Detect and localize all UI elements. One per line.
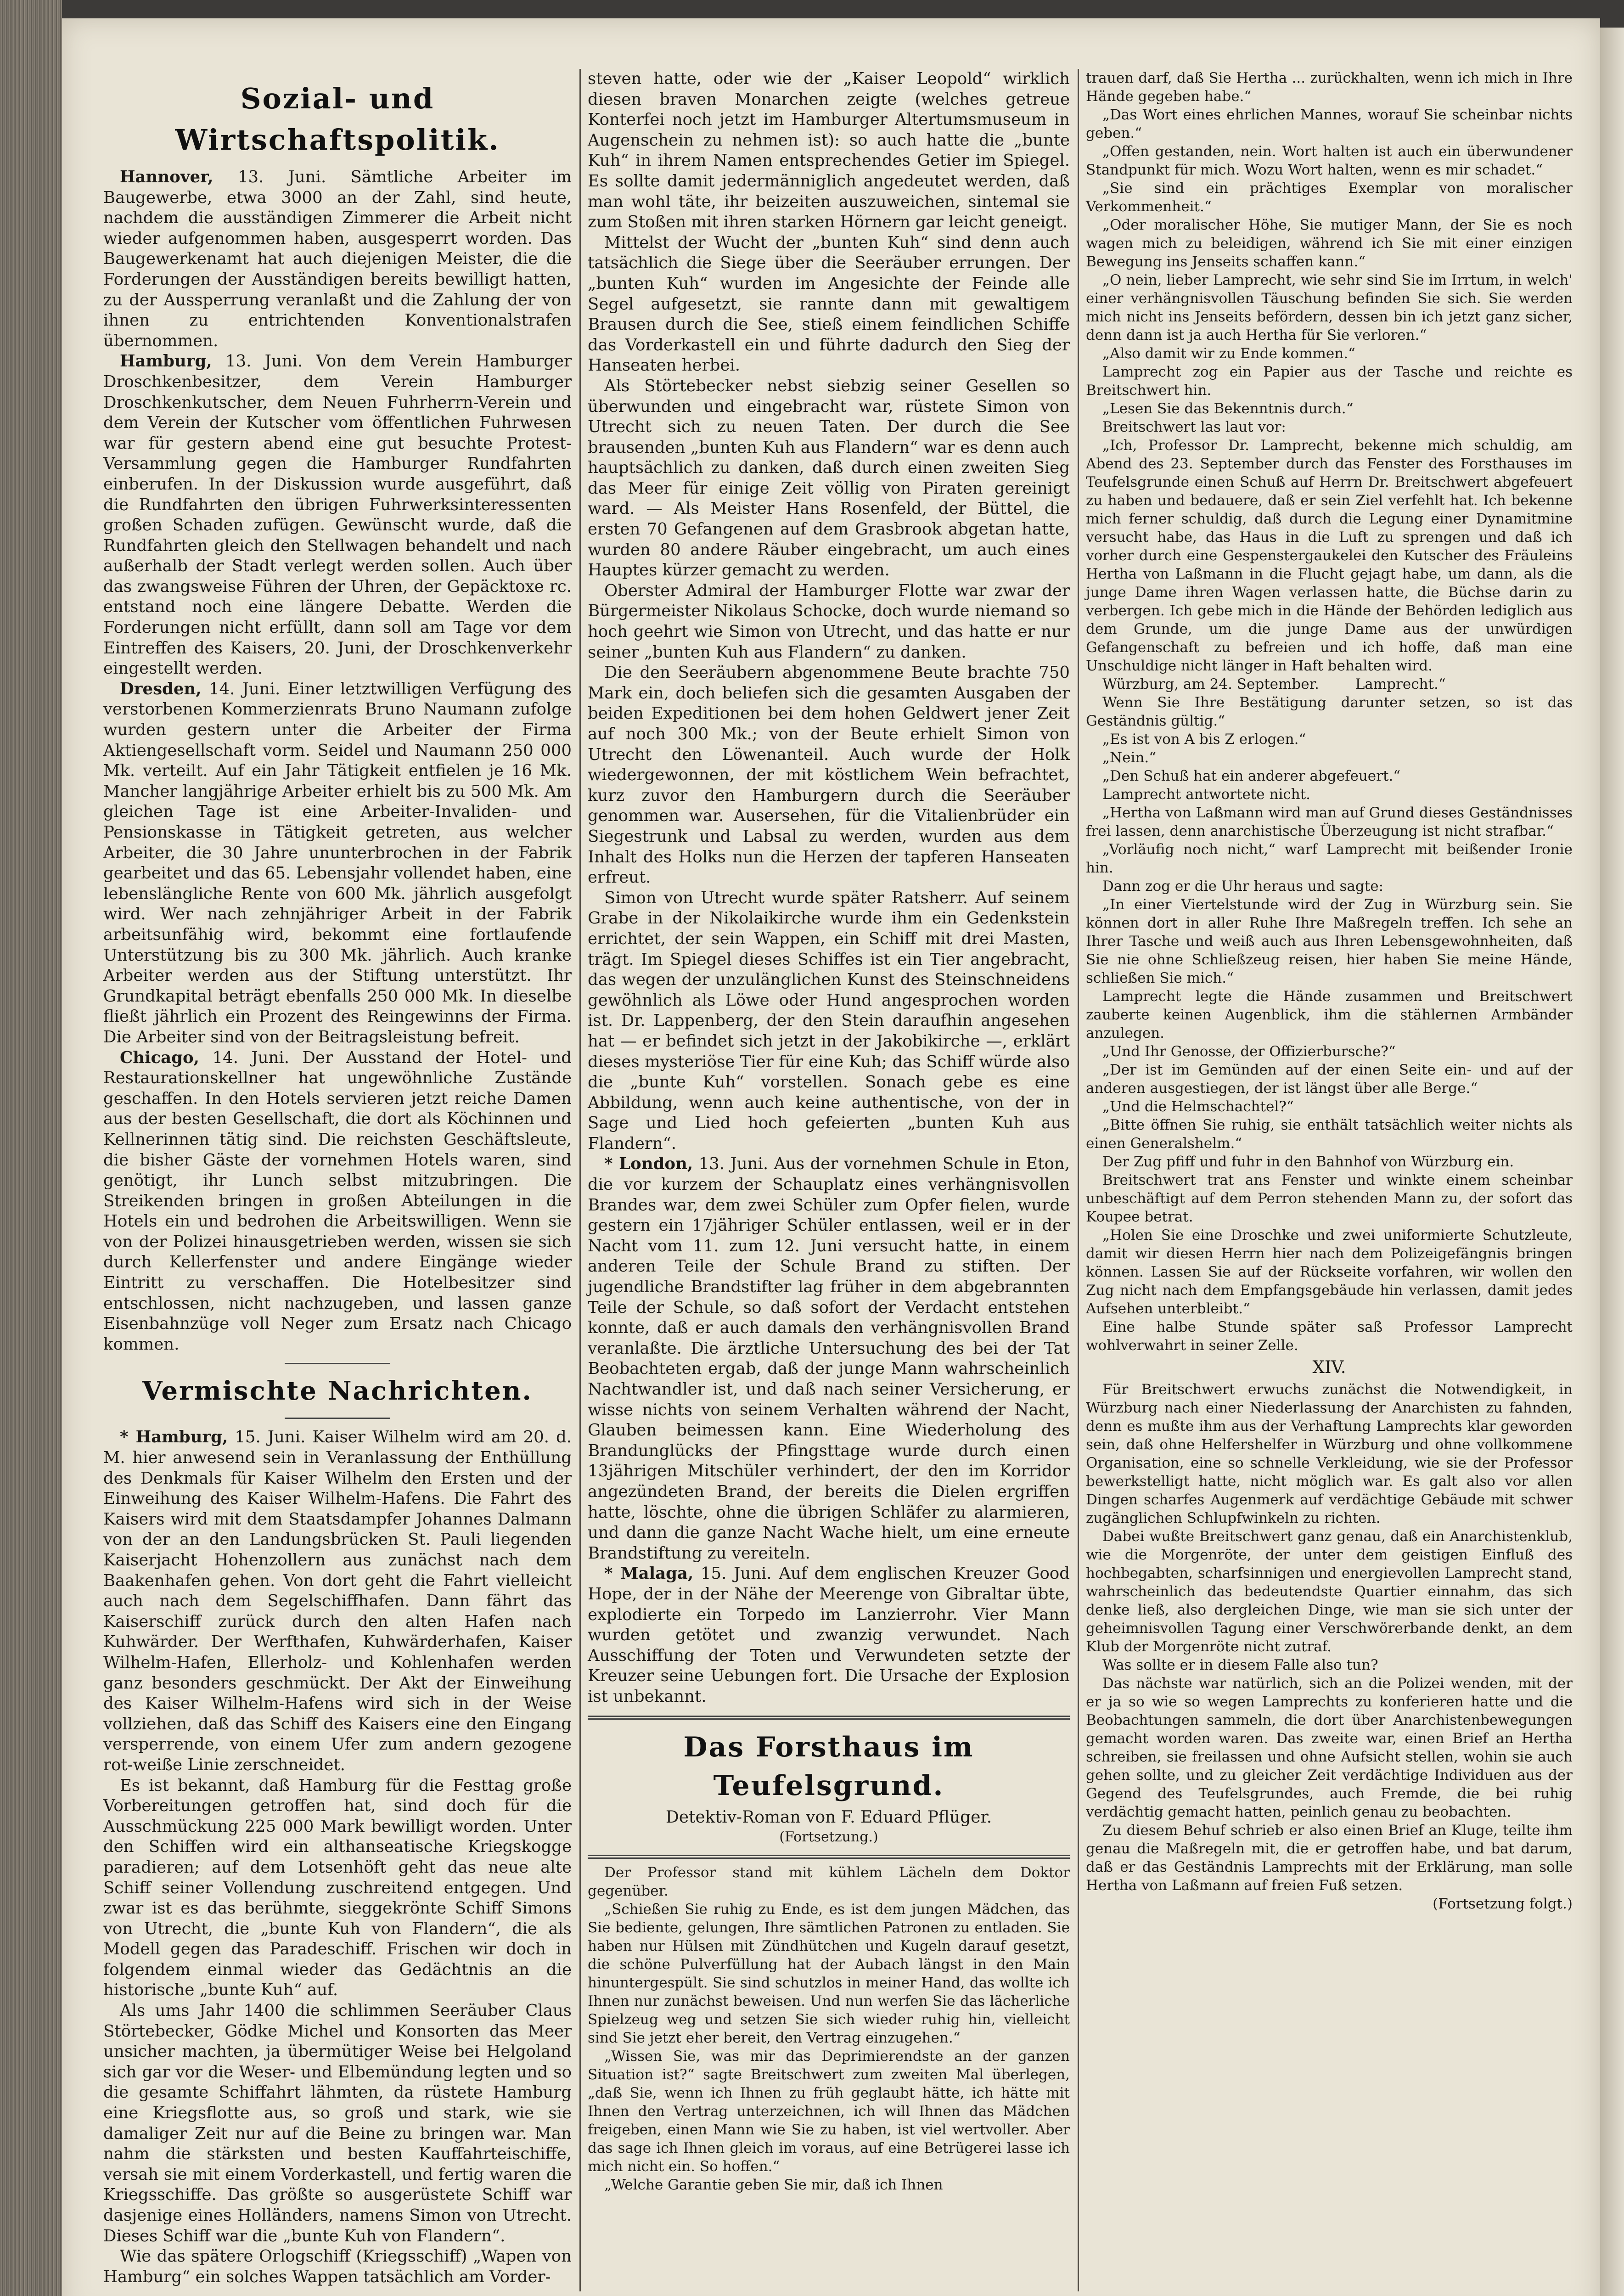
- novel-paragraph: „Schießen Sie ruhig zu Ende, es ist dem jungen Mädchen, das Sie bediente, gelungen, Ihre sämtlichen Patronen zu entladen. Sie haben nur Hülsen mit Zündhütchen und Kugeln darauf gesetzt, die schöne Pulverfüllung hat der Aubach längst in den Main hinuntergespült. Sie sind schutzlos in meiner Hand, das wollte ich Ihnen nur zunächst beweisen. Und nun werfen Sie das lächerliche Spielzeug weg und setzen Sie sich wieder ruhig hin, vielleicht sind Sie jetzt eher bereit, den Vertrag einzugehen.“: [588, 1901, 1070, 2046]
- news-text: 14. Juni. Der Ausstand der Hotel- und Restaurationskellner hat ungewöhnliche Zustände geschaffen. In den Hotels servieren jetzt reiche Damen aus der besten Gesellschaft, die dort als Köchinnen und Kellnerinnen tätig sind. Die reichsten Geschäftsleute, die bisher Gäste der vornehmen Hotels waren, sind genötigt, ihr Lunch selbst mitzubringen. Die Streikenden bringen in großen Abteilungen in die Hotels ein und bedrohen die Arbeitswilligen. Wenn sie von der Polizei hinausgetrieben werden, wissen sie sich durch Kellerfenster und andere Eingänge wieder Eintritt zu verschaffen. Die Hotelbesitzer sind entschlossen, nicht nachzugeben, und lassen ganze Eisenbahnzüge voll Neger zum Ersatz nach Chicago kommen.: [103, 1048, 572, 1354]
- news-paragraph: Oberster Admiral der Hamburger Flotte war zwar der Bürgermeister Nikolaus Schocke, doch wurde niemand so hoch geehrt wie Simon von Utrecht, und das hatte er nur seiner „bunten Kuh aus Flandern“ zu danken.: [588, 581, 1070, 662]
- feuilleton-divider: [588, 1716, 1070, 1720]
- chapter-number: XIV.: [1312, 1357, 1346, 1377]
- column-middle: [588, 69, 1070, 2194]
- novel-paragraph: Lamprecht antwortete nicht.: [1102, 786, 1311, 803]
- column-rule: [1078, 69, 1079, 2291]
- novel-paragraph: „Bitte öffnen Sie ruhig, sie enthält tatsächlich weiter nichts als einen Generalshelm.“: [1086, 1117, 1573, 1152]
- news-place: * Hamburg,: [120, 1428, 228, 1447]
- news-item: [103, 679, 572, 1048]
- section-divider: [285, 1363, 390, 1364]
- novel-paragraph: „Es ist von A bis Z erlogen.“: [1102, 731, 1306, 748]
- novel-paragraph: Lamprecht legte die Hände zusammen und Breitschwert zauberte keinen Augenblick, ihm die stählernen Armbänder anzulegen.: [1086, 988, 1573, 1041]
- news-place: Chicago,: [120, 1048, 200, 1067]
- news-item: [588, 1154, 1070, 1564]
- novel-paragraph: „Nein.“: [1102, 749, 1157, 766]
- novel-paragraph: „Also damit wir zu Ende kommen.“: [1102, 345, 1355, 362]
- novel-paragraph: Der Zug pfiff und fuhr in den Bahnhof von Würzburg ein.: [1102, 1154, 1514, 1170]
- news-place: Dresden,: [120, 679, 202, 698]
- section-title-misc: Vermischte Nachrichten.: [142, 1376, 533, 1407]
- column-left: [103, 69, 572, 2287]
- news-place: * Malaga,: [604, 1564, 694, 1583]
- news-place: * London,: [604, 1154, 693, 1174]
- novel-paragraph: trauen darf, daß Sie Hertha ... zurückhalten, wenn ich mich in Ihre Hände gegeben habe.“: [1086, 70, 1573, 105]
- novel-paragraph: Wenn Sie Ihre Bestätigung darunter setzen, so ist das Geständnis gültig.“: [1086, 694, 1573, 729]
- novel-paragraph: „Und die Helmschachtel?“: [1102, 1098, 1294, 1115]
- news-text: 14. Juni. Einer letztwilligen Verfügung des verstorbenen Kommerzienrats Bruno Naumann zufolge wurden gestern unter die Arbeiter der Firma Aktiengesellschaft vorm. Seidel und Naumann 250 000 Mk. verteilt. Auf ein Jahr Tätigkeit entfielen je 16 Mk. Mancher langjährige Arbeiter erhielt bis zu 500 Mk. Am gleichen Tage ist eine Arbeiter-Invaliden- und Pensionskasse in Tätigkeit getreten, aus welcher Arbeiter, die 30 Jahre ununterbrochen in der Fabrik gearbeitet und das 65. Lebensjahr vollendet haben, eine lebenslängliche Rente von 600 Mk. jährlich ausgefolgt wird. Wer nach zehnjähriger Arbeit in der Fabrik arbeitsunfähig wird, bekommt eine fortlaufende Unterstützung bis zu 300 Mk. jährlich. Auch kranke Arbeiter werden aus der Stiftung unterstützt. Ihr Grundkapital beträgt ebenfalls 250 000 Mk. In dieselbe fließt jährlich ein Prozent des Reingewinns der Firma. Die Arbeiter sind von der Beitragsleistung befreit.: [103, 679, 572, 1047]
- novel-paragraph: Breitschwert trat ans Fenster und winkte einem scheinbar unbeschäftigt auf dem Perron stehenden Mann zu, der sofort das Koupee betrat.: [1086, 1172, 1573, 1225]
- news-paragraph: steven hatte, oder wie der „Kaiser Leopold“ wirklich diesen braven Monarchen zeigte (welches getreue Konterfei noch jetzt im Hamburger Altertumsmuseum in Augenschein zu nehmen ist): so auch hatte die „bunte Kuh“ in ihrem Namen entsprechendes Getier im Spiegel. Es sollte damit jedermänniglich angedeutet werden, daß man wohl täte, ihr beizeiten auszuweichen, sintemal sie zum Stoßen mit ihren starken Hörnern gar leicht geneigt.: [588, 69, 1070, 232]
- news-paragraph: Es ist bekannt, daß Hamburg für die Festtag große Vorbereitungen getroffen hat, sind doch für die Ausschmückung 225 000 Mark bewilligt worden. Unter den Schiffen wird ein althanseatische Kriegskogge paradieren; auf dem Lotsenhöft geht das neue alte Schiff seiner Vollendung zuschreitend entgegen. Und zwar ist es das berühmte, sieggekrönte Schiff Simons von Utrecht, die „bunte Kuh von Flandern“, die als Modell gegen das Paradeschiff. Frischen wir doch in folgendem einmal wieder das Gedächtnis an die historische „bunte Kuh“ auf.: [103, 1776, 572, 2000]
- news-item: [103, 1427, 572, 1775]
- novel-paragraph: „Und Ihr Genosse, der Offizierbursche?“: [1102, 1043, 1396, 1060]
- signature-name: Lamprecht.“: [1355, 676, 1446, 692]
- novel-byline: Detektiv-Roman von F. Eduard Pflüger.: [665, 1807, 992, 1827]
- news-paragraph: Mittelst der Wucht der „bunten Kuh“ sind denn auch tatsächlich die Siege über die Seeräuber errungen. Der „bunten Kuh“ wurden im Angesichte der Feinde alle Segel aufgesetzt, sie rannte dann mit gewaltigem Brausen durch die See, stieß einem feindlichen Schiffe das Vorderkastell ein und führte dadurch den Sieg der Hanseaten herbei.: [588, 233, 1070, 375]
- novel-paragraph: Dabei wußte Breitschwert ganz genau, daß ein Anarchistenklub, wie die Morgenröte, der unter dem geistigen Einfluß des hochbegabten, scharfsinnigen und energievollen Lamprecht stand, wahrscheinlich das bedeutendste Quartier einnahm, das sich denke ließ, also dergleichen Dinge, wie man sie sich unter der geheimnisvollen Tagung einer Verschwörerbande denkt, an dem Klub der Morgenröte nicht zutraf.: [1086, 1528, 1573, 1655]
- section-title-social: Sozial- und Wirtschaftspolitik.: [175, 82, 500, 157]
- section-divider: [285, 1418, 390, 1419]
- news-place: Hamburg,: [120, 352, 212, 371]
- novel-paragraph: „Lesen Sie das Bekenntnis durch.“: [1102, 400, 1354, 417]
- news-item: [103, 1048, 572, 1355]
- news-text: 13. Juni. Aus der vornehmen Schule in Eton, die vor kurzem der Schauplatz eines verhängnisvollen Brandes war, dem zwei Schüler zum Opfer fielen, wurde gestern ein 17jähriger Schüler entlassen, weil er in der Nacht vom 11. zum 12. Juni versucht hatte, in einem anderen Teile der Schule Brand zu stiften. Der jugendliche Brandstifter lag früher in dem abgebrannten Teile der Schule, so daß sofort der Verdacht entstehen konnte, daß er auch damals den verhängnisvollen Brand veranlaßte. Die ärztliche Untersuchung des bei der Tat Beobachteten ergab, daß der junge Mann wahrscheinlich Nachtwandler ist, und daß nach seiner Versicherung, er wisse nichts von seinem Verhalten während der Nacht, Glauben beimessen kann. Eine Wiederholung des Brandunglücks der Pfingsttage wurde durch einen 13jährigen Mitschüler verhindert, der den im Korridor angezündeten Brand, der bereits die Dielen ergriffen hatte, löschte, ohne die übrigen Schläfer zu alarmieren, und dann die ganze Nacht Wache hielt, um eine erneute Brandstiftung zu vereiteln.: [588, 1154, 1070, 1563]
- news-item: [588, 1564, 1070, 1707]
- feuilleton-divider: [588, 1855, 1070, 1859]
- novel-paragraph: „Ich, Professor Dr. Lamprecht, bekenne mich schuldig, am Abend des 23. September durch das Fenster des Forsthauses im Teufelsgrunde einen Schuß auf Herrn Dr. Breitschwert abgefeuert zu haben und bedauere, daß er sein Ziel verfehlt hat. Ich bekenne mich ferner schuldig, daß durch die Legung einer Dynamitmine versucht habe, das Haus in die Luft zu sprengen und daß ich vorher durch eine Gespenstergaukelei den Kutscher des Fräuleins Hertha von Laßmann in die Flucht gejagt habe, um dann, als die junge Dame ihren Wagen verlassen hatte, die Büchse darin zu verbergen. Ich gebe mich in die Hände der Behörden lediglich aus dem Grunde, um die junge Dame aus der unwürdigen Gefangenschaft zu befreien und ich hoffe, daß man eine Unschuldige nicht länger in Haft behalten wird.: [1086, 437, 1573, 674]
- novel-paragraph: „Das Wort eines ehrlichen Mannes, worauf Sie scheinbar nichts geben.“: [1086, 107, 1573, 141]
- novel-continuation-note: (Fortsetzung.): [779, 1829, 878, 1845]
- novel-paragraph: „Offen gestanden, nein. Wort halten ist auch ein überwundener Standpunkt für mich. Wozu Wort halten, wenn es mir schadet.“: [1086, 143, 1573, 178]
- novel-paragraph: „In einer Viertelstunde wird der Zug in Würzburg sein. Sie können dort in aller Ruhe Ihre Maßregeln treffen. Ich sehe an Ihrer Tasche und weiß auch aus Ihren Lebensgewohnheiten, daß Sie nie ohne Schließzeug reisen, hier haben Sie meine Hände, schließen Sie mich.“: [1086, 896, 1573, 986]
- novel-paragraph: Zu diesem Behuf schrieb er also einen Brief an Kluge, teilte ihm genau die Maßregeln mit, die er getroffen habe, und bat darum, daß er das Geständnis Lamprechts mit der Erklärung, man solle Hertha von Laßmann auf freien Fuß setzen.: [1086, 1822, 1573, 1894]
- novel-paragraph: Der Professor stand mit kühlem Lächeln dem Doktor gegenüber.: [588, 1864, 1070, 1899]
- novel-paragraph: „O nein, lieber Lamprecht, wie sehr sind Sie im Irrtum, in welch' einer verhängnisvollen Täuschung befinden Sie sich. Sie werden mich nicht ins Jenseits befördern, dessen bin ich jetzt ganz sicher, denn dann ist ja auch Hertha für Sie verloren.“: [1086, 272, 1573, 343]
- signature-place: Würzburg, am 24. September.: [1102, 676, 1319, 692]
- novel-paragraph: Für Breitschwert erwuchs zunächst die Notwendigkeit, in Würzburg nach einer Niederlassung der Anarchisten zu fahnden, denn es mußte ihm aus der Verhaftung Lamprechts klar geworden sein, daß ohne Helfershelfer in Würzburg und ohne vollkommene Organisation, eine so schnelle Verkleidung, wie sie der Professor bewerkstelligt hatte, nicht möglich war. Es galt also vor allen Dingen scharfes Augenmerk auf verdächtige Gebäude mit schwer zugänglichen Schlupfwinkeln zu richten.: [1086, 1381, 1573, 1526]
- novel-paragraph: „Oder moralischer Höhe, Sie mutiger Mann, der Sie es noch wagen mich zu beleidigen, während ich Sie mit einer einzigen Bewegung ins Jenseits schaffen kann.“: [1086, 217, 1573, 270]
- novel-paragraph: „Holen Sie eine Droschke und zwei uniformierte Schutzleute, damit wir diesen Herrn hier nach dem Polizeigefängnis bringen können. Lassen Sie auf der Rückseite vorfahren, wir wollen den Zug nicht nach dem Empfangsgebäude hin verlassen, damit jedes Aufsehen unterbleibt.“: [1086, 1227, 1573, 1317]
- novel-paragraph: „Wissen Sie, was mir das Deprimierendste an der ganzen Situation ist?“ sagte Breitschwert zum zweiten Mal überlegen, „daß Sie, wenn ich Ihnen zu früh geglaubt hätte, ich hätte mit Ihnen den Vertrag unterzeichnen, ich will Ihnen das Mädchen freigeben, einen Mann wie Sie zu haben, ist viel wertvoller. Aber das sage ich Ihnen gleich im voraus, auf eine Betrügerei lasse ich mich nicht ein. So hoffen.“: [588, 2048, 1070, 2175]
- column-right: [1086, 69, 1573, 1913]
- book-binding-edge: [0, 0, 62, 2296]
- news-place: Hannover,: [120, 168, 214, 186]
- novel-paragraph: „Der ist im Gemünden auf der einen Seite ein- und auf der anderen ausgestiegen, der ist längst über alle Berge.“: [1086, 1062, 1573, 1097]
- novel-paragraph: Breitschwert las laut vor:: [1102, 419, 1286, 435]
- novel-paragraph: Lamprecht zog ein Papier aus der Tasche und reichte es Breitschwert hin.: [1086, 364, 1573, 399]
- column-rule: [579, 69, 581, 2291]
- news-item: [103, 351, 572, 679]
- signature-line: [1086, 675, 1573, 693]
- news-paragraph: Als ums Jahr 1400 die schlimmen Seeräuber Claus Störtebecker, Gödke Michel und Konsorten das Meer unsicher machten, ja übermütiger Weise bei Helgoland sich gar vor die Weser- und Elbemündung legten und so die gesamte Schiffahrt lähmten, da rüstete Hamburg eine Kriegsflotte aus, so groß und stark, wie sie damaliger Zeit nur auf die Beine zu bringen war. Man nahm die stärksten und besten Kauffahrteischiffe, versah sie mit einem Vorderkastell, und fertig waren die Kriegsschiffe. Das größte so ausgerüstete Schiff war dasjenige eines Holländers, namens Simon von Utrecht. Dieses Schiff war die „bunte Kuh von Flandern“.: [103, 2001, 572, 2245]
- novel-paragraph: „Vorläufig noch nicht,“ warf Lamprecht mit beißender Ironie hin.: [1086, 841, 1573, 876]
- news-paragraph: Die den Seeräubern abgenommene Beute brachte 750 Mark ein, doch beliefen sich die gesamten Ausgaben der beiden Expeditionen bei dem hohen Geldwert jener Zeit auf noch 300 Mk.; von der Beute erhielt Simon von Utrecht den Löwenanteil. Auch wurde der Holk wiedergewonnen, der mit köstlichem Wein befrachtet, kurz zuvor den Hamburgern durch die Seeräuber genommen war. Ausersehen, für die Vitalienbrüder ein Siegestrunk und Labsal zu werden, wurden aus dem Inhalt des Holks nun die Herzen der tapferen Hanseaten erfreut.: [588, 663, 1070, 887]
- novel-paragraph: Das nächste war natürlich, sich an die Polizei wenden, mit der er ja so wie so wegen Lamprechts zu konferieren hatte und die Beobachtungen sammeln, die dort über Anarchistenbewegungen gemacht worden waren. Das zweite war, einen Brief an Hertha schreiben, sie freilassen und ohne Aufsicht stellen, wohin sie auch gehen sollte, und zu gleicher Zeit verdächtige Individuen aus der Gegend des Teufelsgrundes, auch Fremde, die bei ruhig verdächtig gemacht hatten, peinlich genau zu beobachten.: [1086, 1675, 1573, 1820]
- news-item: [103, 167, 572, 351]
- news-paragraph: Simon von Utrecht wurde später Ratsherr. Auf seinem Grabe in der Nikolaikirche wurde ihm ein Gedenkstein errichtet, der sein Wappen, ein Schiff mit drei Masten, trägt. Im Spiegel dieses Schiffes ist ein Tier angebracht, das wegen der unzulänglichen Kunst des Steinschneidens gewöhnlich als Löwe oder Hund angesprochen worden ist. Dr. Lappenberg, der den Stein daraufhin angesehen hat — er befindet sich jetzt in der Jakobikirche —, erklärt dieses mysteriöse Tier für eine Kuh; das Schiff würde also die „bunte Kuh“ vorstellen. Sonach gebe es eine Abbildung, wenn auch keine authentische, von der in Sage und Lied hoch gefeierten „bunten Kuh aus Flandern“.: [588, 888, 1070, 1153]
- news-paragraph: Als Störtebecker nebst siebzig seiner Gesellen so überwunden und eingebracht war, rüstete Simon von Utrecht sich zu neuen Taten. Der durch die See brausenden „bunten Kuh aus Flandern“ war es denn auch hauptsächlich zu danken, daß durch einen zweiten Sieg das Meer für einige Zeit völlig von Piraten gereinigt ward. — Als Meister Hans Rosenfeld, der Büttel, die ersten 70 Gefangenen auf dem Grasbrook abgetan hatte, wurden 80 andere Räuber eingebracht, um auch eines Hauptes kürzer gemacht zu werden.: [588, 376, 1070, 580]
- next-page-edge: [1600, 28, 1624, 2296]
- novel-paragraph: „Den Schuß hat ein anderer abgefeuert.“: [1102, 768, 1401, 784]
- news-paragraph: Wie das spätere Orlogschiff (Kriegsschiff) „Wapen von Hamburg“ ein solches Wappen tatsächlich am Vorder-: [103, 2247, 572, 2286]
- novel-paragraph: „Sie sind ein prächtiges Exemplar von moralischer Verkommenheit.“: [1086, 180, 1573, 215]
- novel-paragraph: „Hertha von Laßmann wird man auf Grund dieses Geständnisses frei lassen, denn anarchistische Überzeugung ist nicht strafbar.“: [1086, 805, 1573, 839]
- novel-paragraph: Was sollte er in diesem Falle also tun?: [1102, 1657, 1378, 1673]
- to-be-continued: (Fortsetzung folgt.): [1433, 1896, 1573, 1912]
- novel-paragraph: Eine halbe Stunde später saß Professor Lamprecht wohlverwahrt in seiner Zelle.: [1086, 1319, 1573, 1354]
- novel-paragraph: Dann zog er die Uhr heraus und sagte:: [1102, 878, 1384, 895]
- novel-paragraph: „Welche Garantie geben Sie mir, daß ich Ihnen: [604, 2176, 943, 2193]
- news-text: 13. Juni. Sämtliche Arbeiter im Baugewerbe, etwa 3000 an der Zahl, sind heute, nachdem die ausständigen Zimmerer die Arbeit nicht wieder aufgenommen haben, ausgesperrt worden. Das Baugewerkenamt hat auch diejenigen Meister, die die Forderungen der Ausständigen bereits bewilligt hatten, zu der Aussperrung veranlaßt und die Zahlung der von ihnen zu entrichtenden Konventionalstrafen übernommen.: [103, 168, 572, 350]
- novel-title: Das Forsthaus im Teufelsgrund.: [683, 1731, 974, 1802]
- news-text: 15. Juni. Auf dem englischen Kreuzer Good Hope, der in der Nähe der Meerenge von Gibraltar übte, explodierte ein Torpedo im Lanzierrohr. Vier Mann wurden getötet und zwanzig verwundet. Nach Ausschiffung der Toten und Verwundeten setzte der Kreuzer seine Uebungen fort. Die Ursache der Explosion ist unbekannt.: [588, 1564, 1070, 1706]
- news-text: 15. Juni. Kaiser Wilhelm wird am 20. d. M. hier anwesend sein in Veranlassung der Enthüllung des Denkmals für Kaiser Wilhelm den Ersten und der Einweihung des Kaiser Wilhelm-Hafens. Die Fahrt des Kaisers wird mit dem Staatsdampfer Johannes Dalmann von der an den Landungsbrücken St. Pauli liegenden Kaiserjacht Hohenzollern aus zunächst nach dem Baakenhafen gehen. Von dort geht die Fahrt vielleicht auch nach dem Segelschiffhafen. Dann fährt das Kaiserschiff zurück durch den alten Hafen nach Kuhwärder. Der Werfthafen, Kuhwärderhafen, Kaiser Wilhelm-Hafen, Ellerholz- und Kohlenhafen werden ganz besonders geschmückt. Der Akt der Einweihung des Kaiser Wilhelm-Hafens wird sich in der Weise vollziehen, daß das Schiff des Kaisers eine den Eingang versperrende, von einem Ufer zum andern gezogene rot-weiße Linie zerschneidet.: [103, 1428, 572, 1774]
- news-text: 13. Juni. Von dem Verein Hamburger Droschkenbesitzer, dem Verein Hamburger Droschkenkutscher, dem Neuen Fuhrherrn-Verein und dem Verein der Kutscher vom öffentlichen Fuhrwesen war für gestern abend eine gut besuchte Protest-Versammlung gegen die Hamburger Rundfahrten einberufen. In der Diskussion wurde ausgeführt, daß die Rundfahrten den übrigen Fuhrwerksinteressenten großen Schaden zufügen. Gewünscht wurde, daß die Rundfahrten gleich den Stellwagen behandelt und nach außerhalb der Stadt verlegt werden sollen. Auch über das zwangsweise Führen der Uhren, der Gepäcktoxe rc. entstand noch eine längere Debatte. Werden die Forderungen nicht erfüllt, dann soll am Tage vor dem Eintreffen des Kaisers, 20. Juni, der Droschkenverkehr eingestellt werden.: [103, 352, 572, 678]
